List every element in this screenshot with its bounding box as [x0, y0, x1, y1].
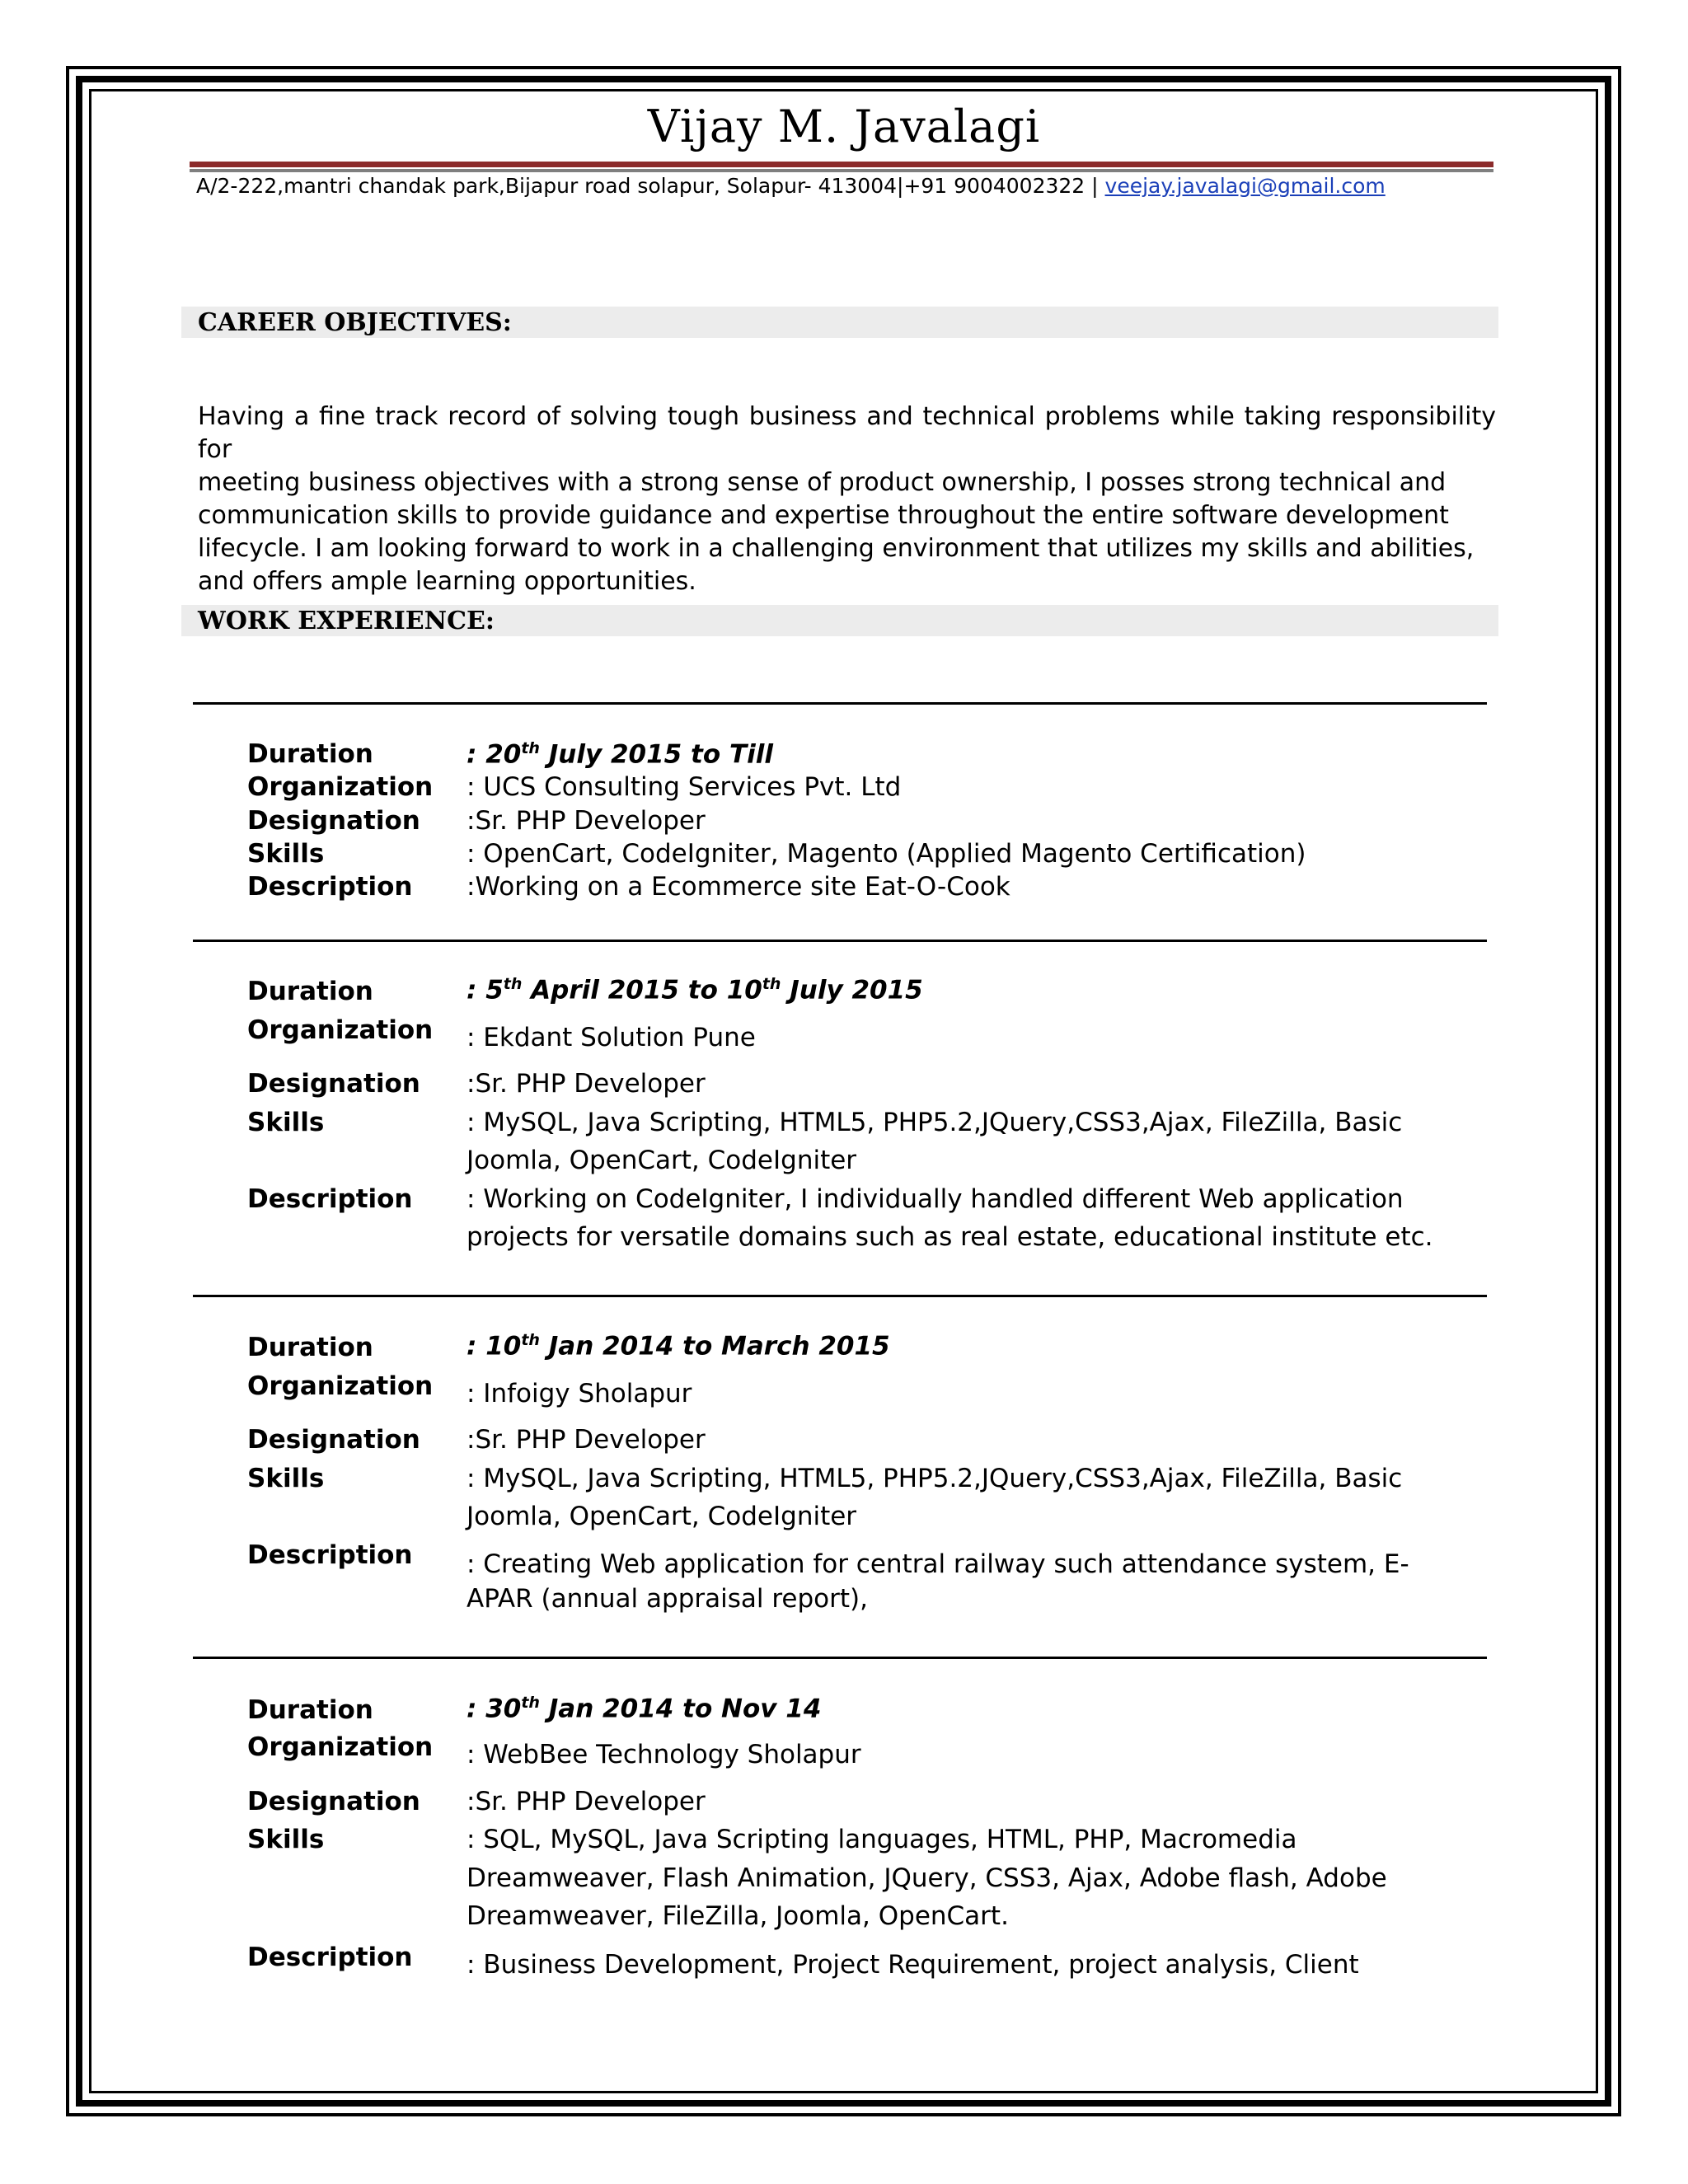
skills-value-line: : MySQL, Java Scripting, HTML5, PHP5.2,JQuery,CSS3,Ajax, FileZilla, Basic — [467, 1108, 1403, 1137]
description-value-line: projects for versatile domains such as real estate, educational institute etc. — [467, 1222, 1433, 1252]
objective-line: and offers ample learning opportunities. — [198, 567, 696, 596]
objectives-paragraph — [198, 401, 1496, 598]
description-label: Description — [247, 1540, 413, 1570]
skills-value-line: Joomla, OpenCart, CodeIgniter — [467, 1502, 857, 1531]
candidate-name: Vijay M. Javalagi — [647, 101, 1041, 152]
designation-value: :Sr. PHP Developer — [467, 1787, 706, 1816]
description-value-line: APAR (annual appraisal report), — [467, 1584, 868, 1614]
skills-value-line: : SQL, MySQL, Java Scripting languages, HTML, PHP, Macromedia — [467, 1825, 1297, 1854]
description-value-line: : Working on CodeIgniter, I individually handled different Web application — [467, 1184, 1404, 1214]
skills-label: Skills — [247, 839, 325, 869]
designation-label: Designation — [247, 1069, 420, 1099]
duration-label: Duration — [247, 1333, 373, 1362]
divider — [193, 1295, 1487, 1297]
designation-label: Designation — [247, 1425, 420, 1455]
description-label: Description — [247, 1943, 413, 1972]
duration-value: : 10th Jan 2014 to March 2015 — [467, 1331, 890, 1361]
designation-value: :Sr. PHP Developer — [467, 1069, 706, 1099]
duration-value: : 30th Jan 2014 to Nov 14 — [467, 1694, 822, 1724]
divider — [193, 702, 1487, 705]
organization-value: : WebBee Technology Sholapur — [467, 1740, 861, 1769]
duration-label: Duration — [247, 739, 373, 769]
organization-value: : Infoigy Sholapur — [467, 1379, 692, 1408]
duration-value: : 20th July 2015 to Till — [467, 739, 773, 770]
divider — [193, 1657, 1487, 1659]
objective-line: lifecycle. I am looking forward to work in a challenging environment that utilizes my skills and abilities, — [198, 534, 1475, 563]
skills-label: Skills — [247, 1108, 325, 1137]
organization-label: Organization — [247, 1015, 434, 1045]
objective-line: communication skills to provide guidance and expertise throughout the entire software development — [198, 501, 1449, 530]
header-rule-shadow — [190, 169, 1493, 172]
designation-value: :Sr. PHP Developer — [467, 806, 706, 836]
skills-value-line: Dreamweaver, Flash Animation, JQuery, CSS3, Ajax, Adobe flash, Adobe — [467, 1863, 1387, 1893]
organization-label: Organization — [247, 1371, 434, 1401]
designation-label: Designation — [247, 1787, 420, 1816]
header-rule-accent — [190, 162, 1493, 167]
description-value-line: : Creating Web application for central railway such attendance system, E- — [467, 1549, 1409, 1579]
contact-line — [196, 174, 1386, 198]
objective-line: meeting business objectives with a strong sense of product ownership, I posses strong technical and — [198, 468, 1447, 497]
description-label: Description — [247, 872, 413, 902]
description-label: Description — [247, 1184, 413, 1214]
duration-label: Duration — [247, 977, 373, 1006]
skills-value-line: : MySQL, Java Scripting, HTML5, PHP5.2,JQuery,CSS3,Ajax, FileZilla, Basic — [467, 1464, 1403, 1493]
organization-value: : Ekdant Solution Pune — [467, 1023, 756, 1052]
duration-value: : 5th April 2015 to 10th July 2015 — [467, 975, 923, 1005]
organization-label: Organization — [247, 772, 434, 802]
organization-label: Organization — [247, 1732, 434, 1762]
description-value-line: : Business Development, Project Requirement, project analysis, Client — [467, 1950, 1359, 1980]
description-value: :Working on a Ecommerce site Eat-O-Cook — [467, 872, 1010, 902]
designation-value: :Sr. PHP Developer — [467, 1425, 706, 1455]
duration-label: Duration — [247, 1695, 373, 1725]
skills-value: : OpenCart, CodeIgniter, Magento (Applied Magento Certification) — [467, 839, 1306, 869]
skills-label: Skills — [247, 1825, 325, 1854]
organization-value: : UCS Consulting Services Pvt. Ltd — [467, 772, 902, 802]
experience-heading: WORK EXPERIENCE: — [198, 607, 495, 635]
divider — [193, 940, 1487, 942]
objective-line: Having a fine track record of solving tough business and technical problems while taking responsibility for — [198, 402, 1496, 464]
email-link[interactable]: veejay.javalagi@gmail.com — [1104, 174, 1386, 198]
objectives-heading: CAREER OBJECTIVES: — [198, 308, 512, 337]
skills-value-line: Dreamweaver, FileZilla, Joomla, OpenCart. — [467, 1901, 1009, 1931]
designation-label: Designation — [247, 806, 420, 836]
contact-text: A/2-222,mantri chandak park,Bijapur road solapur, Solapur- 413004|+91 9004002322 | — [196, 174, 1105, 198]
skills-value-line: Joomla, OpenCart, CodeIgniter — [467, 1146, 857, 1175]
skills-label: Skills — [247, 1464, 325, 1493]
